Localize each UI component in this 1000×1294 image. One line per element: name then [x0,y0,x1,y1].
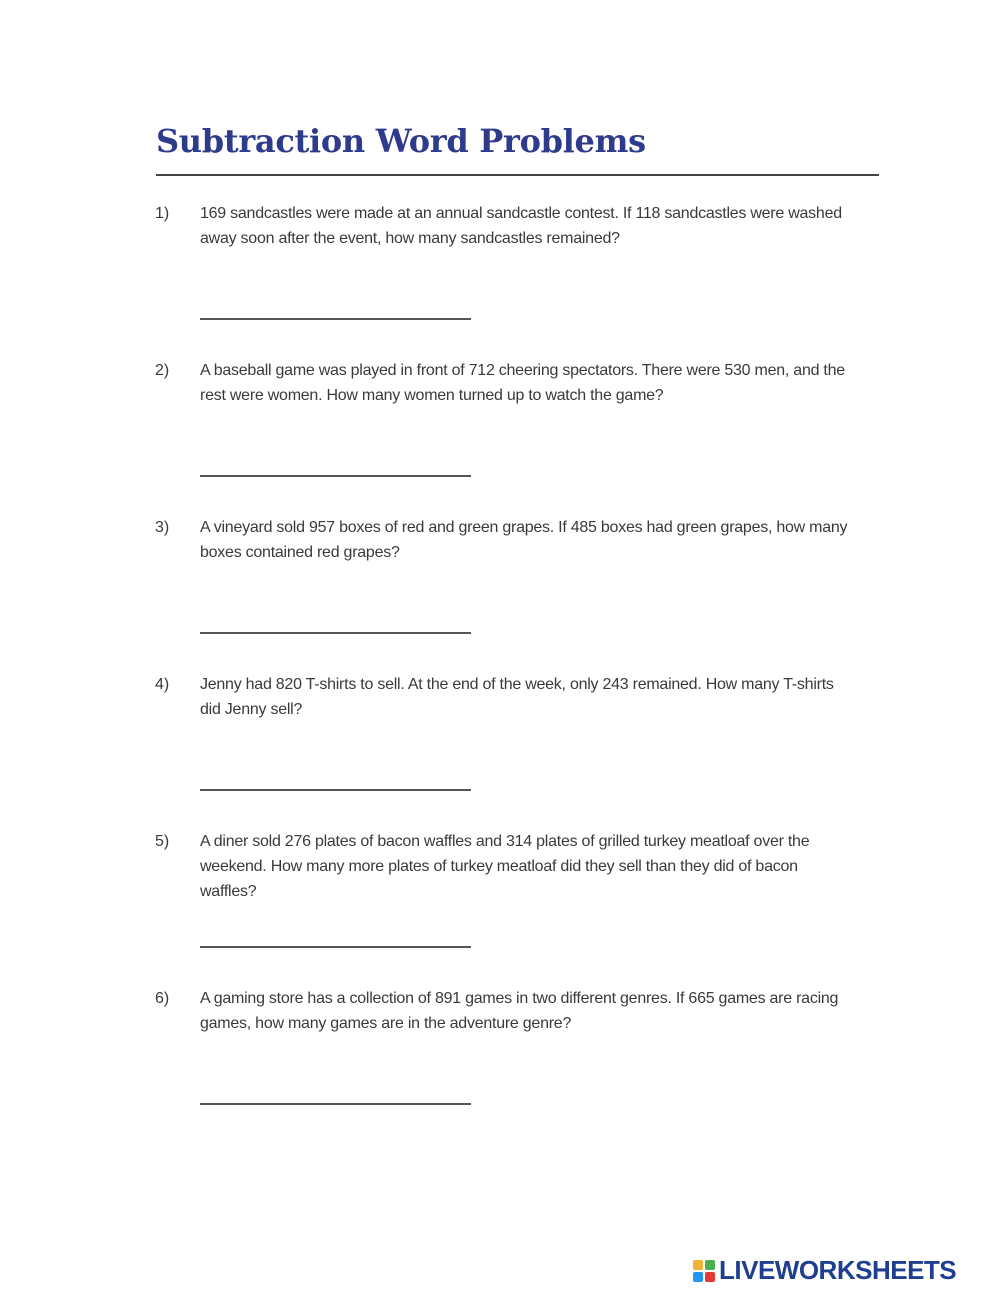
question-text: Jenny had 820 T-shirts to sell. At the end of the week, only 243 remained. How many T-shirts did Jenny sell? [200,676,834,718]
question-4 [155,672,855,722]
logo-square [693,1260,703,1270]
question-number: 6) [155,990,170,1007]
answer-line-3[interactable] [200,632,471,634]
question-text: A baseball game was played in front of 712 cheering spectators. There were 530 men, and the rest were women. How many women turned up to watch the game? [200,362,845,404]
answer-line-1[interactable] [200,318,471,320]
logo-square [693,1272,703,1282]
question-6 [155,986,855,1036]
question-3 [155,515,855,565]
question-5 [155,829,855,904]
logo-square [705,1260,715,1270]
title-divider [156,174,879,176]
question-number: 1) [155,205,170,222]
question-text: A vineyard sold 957 boxes of red and green grapes. If 485 boxes had green grapes, how many boxes contained red grapes? [200,519,848,561]
question-number: 2) [155,362,170,379]
question-number: 4) [155,676,170,693]
question-2 [155,358,855,408]
answer-line-2[interactable] [200,475,471,477]
question-text: 169 sandcastles were made at an annual sandcastle contest. If 118 sandcastles were washed away soon after the event, how many sandcastles remained? [200,205,842,247]
liveworksheets-logo-icon [693,1260,715,1282]
answer-line-5[interactable] [200,946,471,948]
worksheet-title: Subtraction Word Problems [156,122,646,160]
answer-line-4[interactable] [200,789,471,791]
question-1 [155,201,855,251]
liveworksheets-brand [693,1255,956,1286]
question-number: 5) [155,833,170,850]
question-number: 3) [155,519,170,536]
logo-square [705,1272,715,1282]
answer-line-6[interactable] [200,1103,471,1105]
brand-name: LIVEWORKSHEETS [719,1255,957,1285]
question-text: A diner sold 276 plates of bacon waffles and 314 plates of grilled turkey meatloaf over the weekend. How many more plates of turkey meatloaf did they sell than they did of bacon waffles? [200,833,810,900]
question-text: A gaming store has a collection of 891 games in two different genres. If 665 games are racing games, how many games are in the adventure genre? [200,990,839,1032]
